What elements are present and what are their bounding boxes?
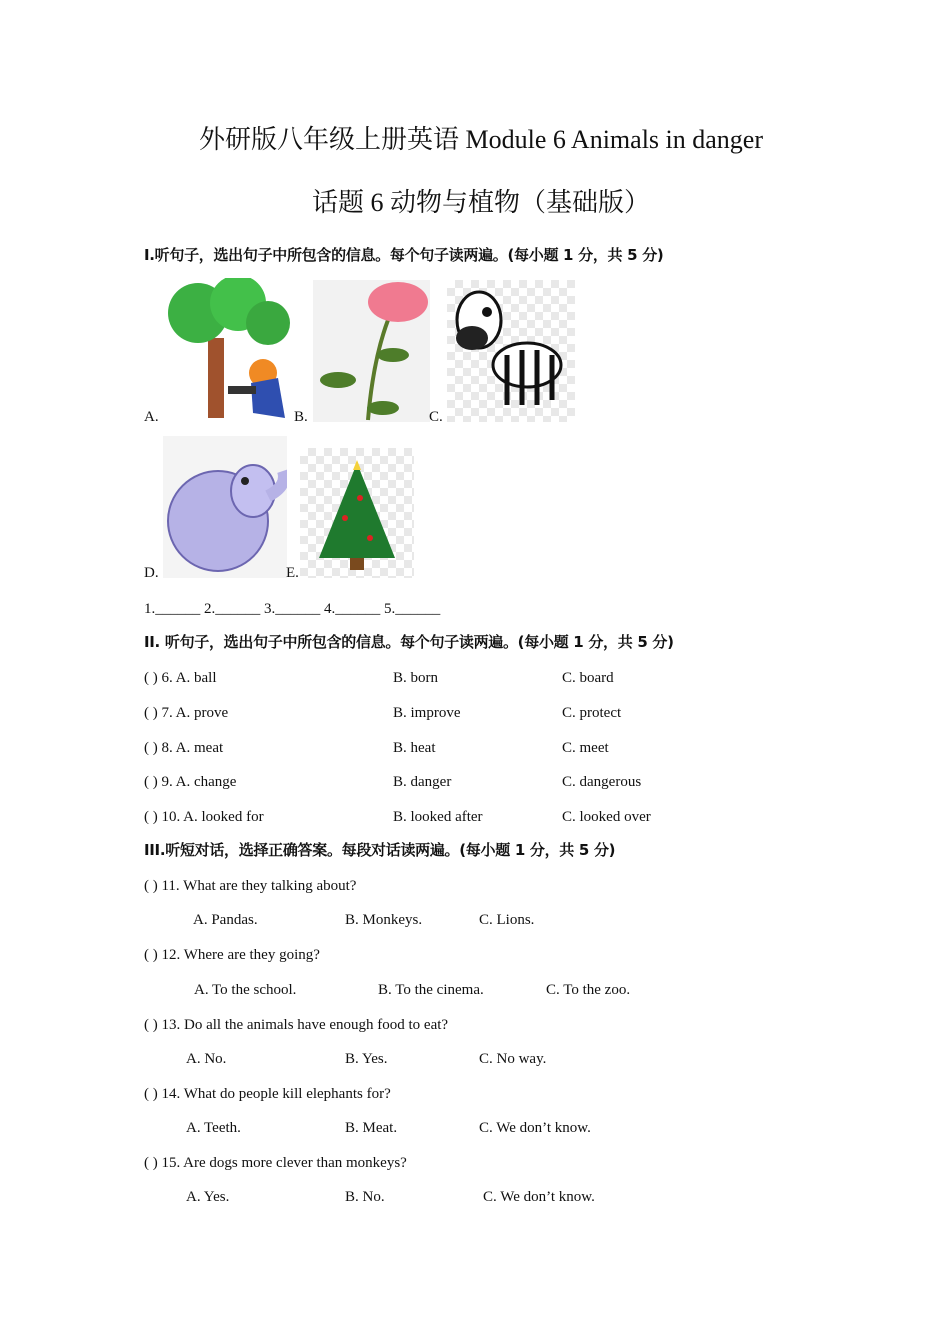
picture-zebra	[447, 280, 575, 422]
question-14: ( ) 14. What do people kill elephants for?	[144, 1086, 391, 1102]
label-a: A.	[144, 409, 159, 425]
option-c: C. To the zoo.	[546, 982, 631, 998]
option-b: B. improve	[393, 705, 461, 721]
option-b: B. heat	[393, 740, 436, 756]
option-c: C. No way.	[479, 1051, 547, 1067]
label-d: D.	[144, 565, 159, 581]
section-1-heading: I.听句子，选出句子中所包含的信息。每个句子读两遍。(每小题 1 分，共 5 分)	[144, 246, 664, 264]
question-10: ( ) 10. A. looked for	[144, 809, 264, 825]
answer-blanks[interactable]: 1.______ 2.______ 3.______ 4.______ 5.______	[144, 601, 441, 617]
option-a: A. Pandas.	[193, 912, 258, 928]
option-b: B. Meat.	[345, 1120, 398, 1136]
option-c: C. We don’t know.	[483, 1189, 595, 1205]
label-e: E.	[286, 565, 299, 581]
question-12: ( ) 12. Where are they going?	[144, 947, 320, 963]
question-11: ( ) 11. What are they talking about?	[144, 878, 357, 894]
picture-tree-cutting	[163, 278, 295, 422]
question-8: ( ) 8. A. meat	[144, 740, 224, 756]
question-9: ( ) 9. A. change	[144, 774, 237, 790]
picture-rose	[313, 280, 430, 422]
option-c: C. dangerous	[562, 774, 642, 790]
option-c: C. board	[562, 670, 614, 686]
label-c: C.	[429, 409, 443, 425]
question-6: ( ) 6. A. ball	[144, 670, 217, 686]
option-c: C. meet	[562, 740, 609, 756]
option-c: C. We don’t know.	[479, 1120, 591, 1136]
picture-christmas-tree	[300, 448, 414, 578]
page-subtitle: 话题 6 动物与植物（基础版）	[311, 188, 650, 217]
option-c: C. looked over	[562, 809, 651, 825]
option-b: B. To the cinema.	[378, 982, 484, 998]
question-7: ( ) 7. A. prove	[144, 705, 229, 721]
section-3-heading: III.听短对话，选择正确答案。每段对话读两遍。(每小题 1 分，共 5 分)	[144, 841, 616, 859]
option-b: B. Yes.	[345, 1051, 388, 1067]
option-b: B. No.	[345, 1189, 385, 1205]
option-a: A. Yes.	[186, 1189, 230, 1205]
option-c: C. protect	[562, 705, 622, 721]
option-a: A. No.	[186, 1051, 227, 1067]
question-13: ( ) 13. Do all the animals have enough food to eat?	[144, 1017, 449, 1033]
option-b: B. looked after	[393, 809, 483, 825]
label-b: B.	[294, 409, 308, 425]
option-b: B. danger	[393, 774, 452, 790]
option-a: A. Teeth.	[186, 1120, 241, 1136]
section-2-heading: II. 听句子，选出句子中所包含的信息。每个句子读两遍。(每小题 1 分，共 5 分)	[144, 633, 674, 651]
option-c: C. Lions.	[479, 912, 535, 928]
picture-elephant	[163, 436, 287, 578]
option-b: B. born	[393, 670, 438, 686]
page-title: 外研版八年级上册英语 Module 6 Animals in danger	[198, 125, 763, 154]
option-a: A. To the school.	[194, 982, 297, 998]
option-b: B. Monkeys.	[345, 912, 423, 928]
question-15: ( ) 15. Are dogs more clever than monkeys?	[144, 1155, 407, 1171]
